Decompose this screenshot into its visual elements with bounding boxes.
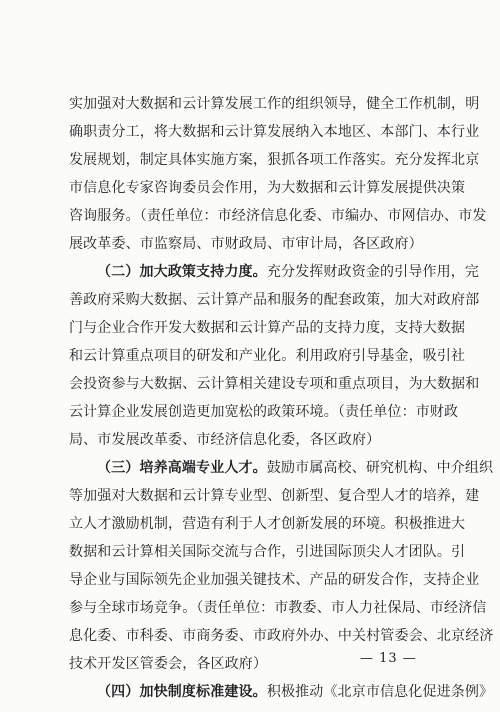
text-line: 实加强对大数据和云计算发展工作的组织领导，健全工作机制，明 [69,96,480,112]
text-line: 局、市发展改革委、市经济信息化委，各区政府） [69,432,381,448]
text-line: 参与全球市场竞争。（责任单位：市教委、市人力社保局、市经济信 [69,600,487,616]
text-line: 等加强对大数据和云计算专业型、创新型、复合型人才的培养，建 [69,488,480,504]
text-line: 和云计算重点项目的研发和产业化。利用政府引导基金，吸引社 [69,348,466,364]
section-2-heading: （二）加大政策支持力度。 [97,264,267,280]
text-span: 积极推动《北京市信息化促进条例》 [266,684,494,700]
section-2-first-line [69,258,480,286]
text-span: 充分发挥财政资金的引导作用，完 [266,264,480,280]
text-span: 鼓励市属高校、研究机构、中介组织 [266,460,494,476]
body-text [69,90,494,706]
text-line: 确职责分工，将大数据和云计算发展纳入本地区、本部门、本行业 [69,124,480,140]
text-line: 技术开发区管委会，各区政府） [69,656,268,672]
section-3-heading: （三）培养高端专业人才。 [97,460,267,476]
text-line: 云计算企业发展创造更加宽松的政策环境。（责任单位：市财政 [69,404,459,420]
section-4-heading: （四）加快制度标准建设。 [97,684,267,700]
section-3-first-line [69,454,494,482]
text-line: 息化委、市科委、市商务委、市政府外办、中关村管委会、北京经济 [69,628,494,644]
text-line: 善政府采购大数据、云计算产品和服务的配套政策，加大对政府部 [69,292,480,308]
text-line: 数据和云计算相关国际交流与合作，引进国际顶尖人才团队。引 [69,544,466,560]
text-line: 立人才激励机制，营造有利于人才创新发展的环境。积极推进大 [69,516,466,532]
text-line: 咨询服务。（责任单位：市经济信息化委、市编办、市网信办、市发 [69,208,487,224]
section-4-first-line [69,678,494,706]
text-line: 展改革委、市监察局、市财政局、市审计局，各区政府） [69,236,423,252]
text-line: 会投资参与大数据、云计算相关建设专项和重点项目，为大数据和 [69,376,480,392]
text-line: 市信息化专家咨询委员会作用，为大数据和云计算发展提供决策 [69,180,466,196]
page-number: — 13 — [360,651,417,666]
text-line: 发展规划，制定具体实施方案，狠抓各项工作落实。充分发挥北京 [69,152,480,168]
text-line: 导企业与国际领先企业加强关键技术、产品的研发合作，支持企业 [69,572,480,588]
text-line: 门与企业合作开发大数据和云计算产品的支持力度，支持大数据 [69,320,466,336]
